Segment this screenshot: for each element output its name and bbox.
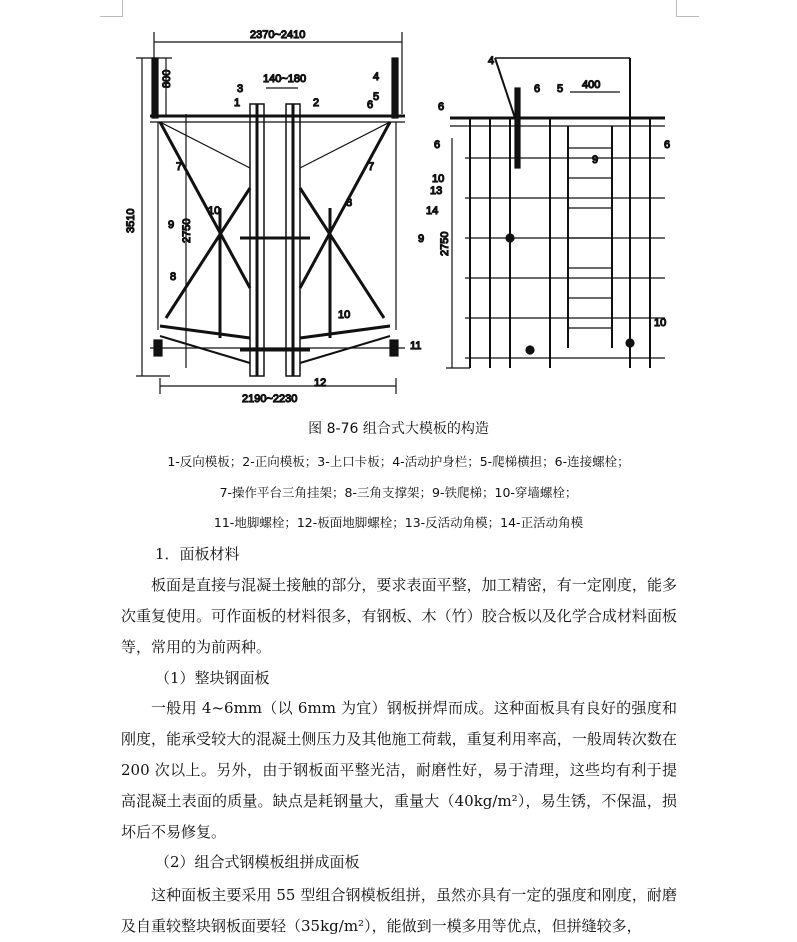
dim-rail-height: 800 bbox=[161, 69, 173, 88]
label-4-right: 4 bbox=[488, 55, 495, 67]
label-7-left: 7 bbox=[176, 161, 183, 173]
label-8-right: 8 bbox=[346, 197, 353, 209]
label-14: 14 bbox=[426, 205, 439, 217]
label-8-left: 8 bbox=[170, 271, 177, 283]
right-elevation-view bbox=[446, 58, 665, 368]
figure-caption-title: 图 8-76 组合式大模板的构造 bbox=[308, 421, 489, 437]
label-6-right-b: 6 bbox=[434, 139, 441, 151]
dim-panel-height-left: 2750 bbox=[181, 218, 193, 243]
section-heading-panel-materials: 1．面板材料 bbox=[155, 545, 240, 563]
label-9-ladder: 9 bbox=[592, 154, 599, 166]
label-9-left: 9 bbox=[168, 219, 175, 231]
label-11: 11 bbox=[410, 340, 422, 352]
label-2: 2 bbox=[313, 97, 320, 109]
label-6-right-a: 6 bbox=[438, 101, 445, 113]
dim-bottom-width: 2190~2230 bbox=[242, 393, 298, 405]
paragraph-panel-materials: 板面是直接与混凝土接触的部分，要求表面平整，加工精密，有一定刚度，能多次重复使用。可作面板的材料很多，有钢板、木（竹）胶合板以及化学合成材料面板等，常用的为前两种。 bbox=[121, 576, 677, 656]
label-6-right-top: 6 bbox=[534, 83, 541, 95]
paragraph-steel-panel: 一般用 4~6mm（以 6mm 为宜）钢板拼焊而成。这种面板具有良好的强度和刚度，能承受较大的混凝土侧压力及其他施工荷载，重复利用率高，一般周转次数在 200 次以上。另外，由于钢板面平整光洁，耐磨性好，易于清理，这些均有利于提高混凝土表面的质量。缺点是耗钢量大，重量大（40kg/m²），易生锈，不保温，损坏后不易修复。 bbox=[121, 699, 677, 841]
label-3: 3 bbox=[237, 83, 244, 95]
label-7-right: 7 bbox=[368, 161, 375, 173]
figure-formwork-drawing bbox=[120, 18, 680, 410]
paragraph-combined-steel: 这种面板主要采用 55 型组合钢模板组拼，虽然亦具有一定的强度和刚度，耐磨及自重较整块钢板面要轻（35kg/m²），能做到一模多用等优点，但拼缝较多， bbox=[121, 886, 677, 935]
figure-legend-line-2: 7-操作平台三角挂架；8-三角支撑架；9-铁爬梯；10-穿墙螺栓； bbox=[219, 485, 578, 500]
label-10-right: 10 bbox=[432, 173, 445, 185]
label-10-right-lower: 10 bbox=[654, 317, 667, 329]
label-4: 4 bbox=[373, 71, 380, 83]
label-6: 6 bbox=[367, 99, 374, 111]
dim-top-width: 2370~2410 bbox=[250, 29, 306, 41]
left-elevation-view bbox=[136, 32, 405, 394]
label-5: 5 bbox=[373, 91, 380, 103]
label-5-right: 5 bbox=[557, 83, 564, 95]
label-9-right: 9 bbox=[418, 233, 425, 245]
dim-panel-height-right: 2750 bbox=[439, 231, 451, 256]
figure-legend-line-1: 1-反向模板；2-正向模板；3-上口卡板；4-活动护身栏；5-爬梯横担；6-连接螺栓； bbox=[167, 454, 630, 469]
figure-legend-line-3: 11-地脚螺栓；12-板面地脚螺栓；13-反活动角模；14-正活动角模 bbox=[213, 515, 584, 530]
label-1: 1 bbox=[234, 97, 241, 109]
label-13: 13 bbox=[430, 185, 443, 197]
dim-spacing-right: 400 bbox=[582, 79, 601, 91]
dim-total-height: 3510 bbox=[125, 208, 137, 233]
label-10-lower: 10 bbox=[338, 309, 351, 321]
page-corner-mark-right bbox=[676, 0, 699, 17]
page-corner-mark-left bbox=[100, 0, 123, 17]
section-heading-combined-steel: （2）组合式钢模板组拼成面板 bbox=[155, 853, 360, 871]
label-12: 12 bbox=[314, 377, 327, 389]
label-10: 10 bbox=[208, 205, 221, 217]
dim-gap-width: 140~180 bbox=[263, 73, 307, 85]
label-6-right-c: 6 bbox=[664, 139, 671, 151]
section-heading-steel-panel: （1）整块钢面板 bbox=[155, 669, 270, 687]
